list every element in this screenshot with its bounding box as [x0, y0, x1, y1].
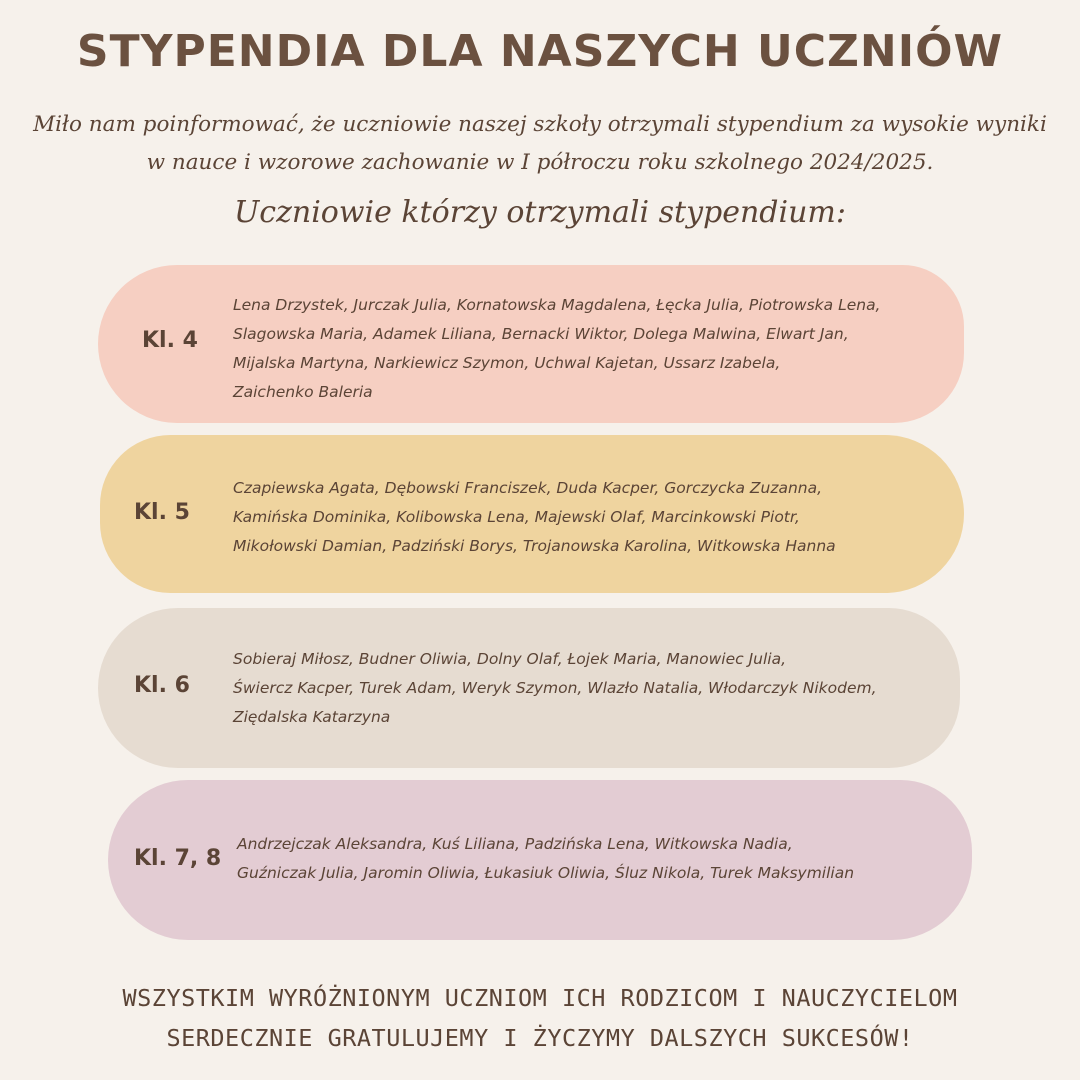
congratulations-footer: [0, 978, 1080, 1058]
name-line: Guźniczak Julia, Jaromin Oliwia, Łukasiuk Oliwia, Śluz Nikola, Turek Maksymilian: [237, 864, 855, 882]
name-line: Mikołowski Damian, Padziński Borys, Trojanowska Karolina, Witkowska Hanna: [233, 537, 836, 555]
name-line: Kamińska Dominika, Kolibowska Lena, Majewski Olaf, Marcinkowski Piotr,: [233, 508, 800, 526]
intro-line-1: Miło nam poinformować, że uczniowie naszej szkoły otrzymali stypendium za wysokie wyniki: [33, 112, 1047, 137]
class-5-label: Kl. 5: [134, 500, 190, 525]
footer-line-1: WSZYSTKIM WYRÓŻNIONYM UCZNIOM ICH RODZICOM I NAUCZYCIELOM: [122, 984, 958, 1012]
name-line: Ziędalska Katarzyna: [233, 708, 391, 726]
name-line: Czapiewska Agata, Dębowski Franciszek, Duda Kacper, Gorczycka Zuzanna,: [233, 479, 823, 497]
class-7-8-names: [237, 830, 854, 888]
subtitle: Uczniowie którzy otrzymali stypendium:: [234, 195, 846, 230]
intro-line-2: w nauce i wzorowe zachowanie w I półroczu roku szkolnego 2024/2025.: [146, 150, 934, 175]
name-line: Zaichenko Baleria: [233, 383, 373, 401]
name-line: Slagowska Maria, Adamek Liliana, Bernacki Wiktor, Dolega Malwina, Elwart Jan,: [233, 325, 849, 343]
name-line: Świercz Kacper, Turek Adam, Weryk Szymon, Wlazło Natalia, Włodarczyk Nikodem,: [233, 679, 877, 697]
page-title: STYPENDIA DLA NASZYCH UCZNIÓW: [76, 26, 1004, 77]
name-line: Mijalska Martyna, Narkiewicz Szymon, Uchwal Kajetan, Ussarz Izabela,: [233, 354, 781, 372]
name-line: Sobieraj Miłosz, Budner Oliwia, Dolny Olaf, Łojek Maria, Manowiec Julia,: [233, 650, 787, 668]
class-6-names: [233, 645, 877, 732]
class-4-names: [233, 291, 881, 407]
intro-text: [10, 106, 1070, 182]
class-4-label: Kl. 4: [142, 328, 198, 353]
name-line: Andrzejczak Aleksandra, Kuś Liliana, Padzińska Lena, Witkowska Nadia,: [237, 835, 793, 853]
footer-line-2: SERDECZNIE GRATULUJEMY I ŻYCZYMY DALSZYCH SUKCESÓW!: [166, 1024, 914, 1052]
class-5-names: [233, 474, 836, 561]
name-line: Lena Drzystek, Jurczak Julia, Kornatowska Magdalena, Łęcka Julia, Piotrowska Lena,: [233, 296, 881, 314]
class-7-8-label: Kl. 7, 8: [134, 846, 222, 871]
class-6-label: Kl. 6: [134, 673, 190, 698]
